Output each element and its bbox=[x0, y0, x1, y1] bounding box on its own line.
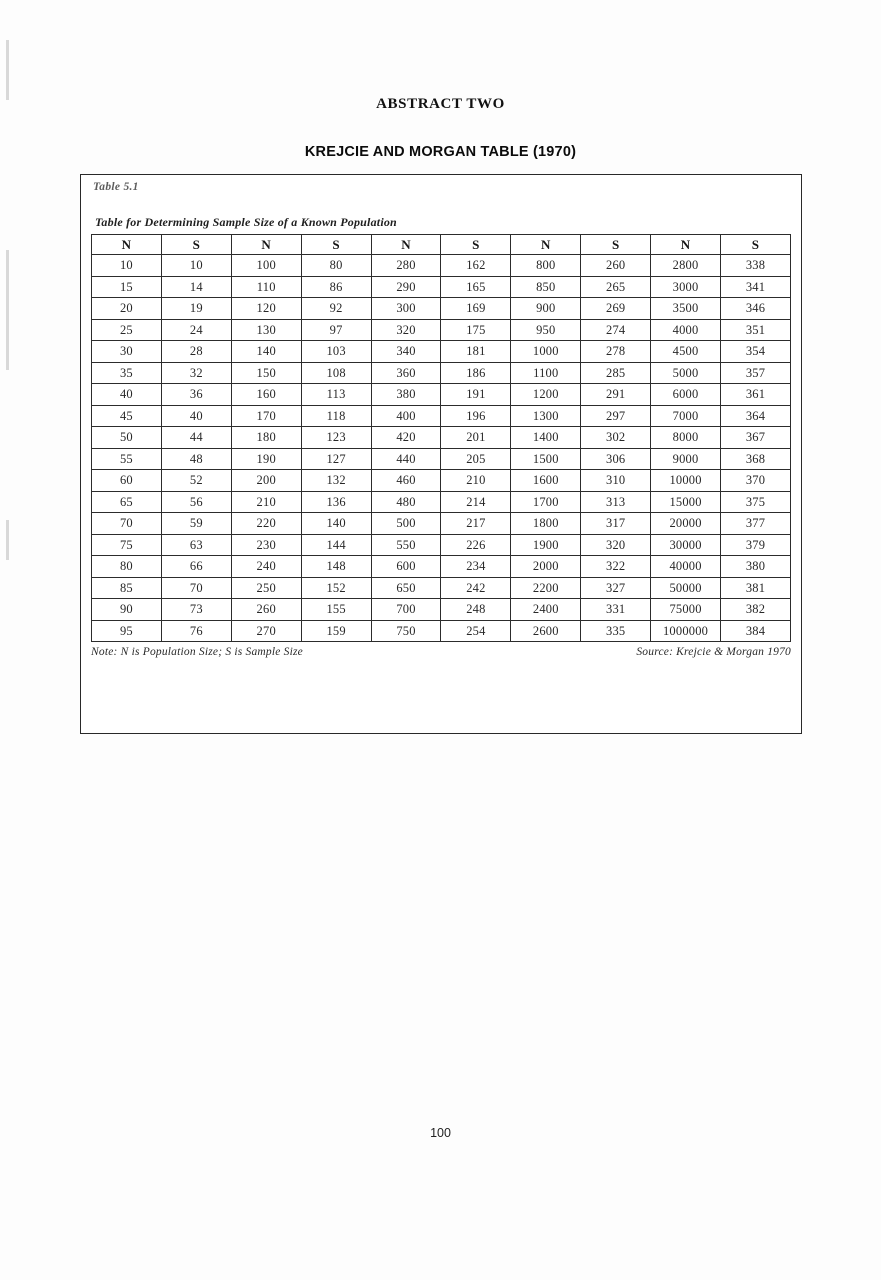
table-cell: 5000 bbox=[651, 362, 721, 384]
table-cell: 25 bbox=[92, 319, 162, 341]
page-title: ABSTRACT TWO bbox=[376, 96, 505, 112]
table-cell: 280 bbox=[371, 255, 441, 277]
table-cell: 76 bbox=[161, 620, 231, 642]
table-cell: 254 bbox=[441, 620, 511, 642]
page-number: 100 bbox=[430, 1126, 451, 1140]
table-cell: 210 bbox=[231, 491, 301, 513]
table-cell: 28 bbox=[161, 341, 231, 363]
table-row bbox=[92, 577, 791, 599]
table-cell: 4500 bbox=[651, 341, 721, 363]
table-cell: 140 bbox=[301, 513, 371, 535]
table-cell: 335 bbox=[581, 620, 651, 642]
table-cell: 1400 bbox=[511, 427, 581, 449]
table-cell: 144 bbox=[301, 534, 371, 556]
table-cell: 56 bbox=[161, 491, 231, 513]
table-cell: 10 bbox=[161, 255, 231, 277]
table-row bbox=[92, 362, 791, 384]
table-cell: 155 bbox=[301, 599, 371, 621]
table-cell: 270 bbox=[231, 620, 301, 642]
table-cell: 32 bbox=[161, 362, 231, 384]
table-cell: 165 bbox=[441, 276, 511, 298]
table-cell: 242 bbox=[441, 577, 511, 599]
scan-artifact bbox=[6, 250, 9, 370]
table-cell: 65 bbox=[92, 491, 162, 513]
table-cell: 850 bbox=[511, 276, 581, 298]
table-cell: 15 bbox=[92, 276, 162, 298]
table-cell: 35 bbox=[92, 362, 162, 384]
table-cell: 70 bbox=[92, 513, 162, 535]
table-cell: 52 bbox=[161, 470, 231, 492]
table-cell: 120 bbox=[231, 298, 301, 320]
table-cell: 377 bbox=[721, 513, 791, 535]
table-cell: 63 bbox=[161, 534, 231, 556]
table-cell: 361 bbox=[721, 384, 791, 406]
table-cell: 600 bbox=[371, 556, 441, 578]
table-cell: 460 bbox=[371, 470, 441, 492]
table-cell: 340 bbox=[371, 341, 441, 363]
table-cell: 103 bbox=[301, 341, 371, 363]
table-cell: 95 bbox=[92, 620, 162, 642]
table-cell: 1000 bbox=[511, 341, 581, 363]
table-row bbox=[92, 341, 791, 363]
table-cell: 900 bbox=[511, 298, 581, 320]
table-cell: 320 bbox=[371, 319, 441, 341]
table-cell: 44 bbox=[161, 427, 231, 449]
table-cell: 118 bbox=[301, 405, 371, 427]
table-cell: 240 bbox=[231, 556, 301, 578]
table-cell: 2400 bbox=[511, 599, 581, 621]
table-cell: 1200 bbox=[511, 384, 581, 406]
table-cell: 370 bbox=[721, 470, 791, 492]
table-cell: 10000 bbox=[651, 470, 721, 492]
table-cell: 420 bbox=[371, 427, 441, 449]
table-cell: 285 bbox=[581, 362, 651, 384]
table-footnote bbox=[91, 646, 791, 658]
table-cell: 97 bbox=[301, 319, 371, 341]
table-cell: 150 bbox=[231, 362, 301, 384]
table-cell: 113 bbox=[301, 384, 371, 406]
table-cell: 265 bbox=[581, 276, 651, 298]
table-subcaption: Table for Determining Sample Size of a Known Population bbox=[95, 215, 397, 229]
table-cell: 127 bbox=[301, 448, 371, 470]
table-cell: 357 bbox=[721, 362, 791, 384]
table-cell: 40 bbox=[161, 405, 231, 427]
table-cell: 80 bbox=[301, 255, 371, 277]
table-cell: 196 bbox=[441, 405, 511, 427]
table-cell: 20 bbox=[92, 298, 162, 320]
table-cell: 1900 bbox=[511, 534, 581, 556]
table-cell: 175 bbox=[441, 319, 511, 341]
table-cell: 367 bbox=[721, 427, 791, 449]
table-cell: 130 bbox=[231, 319, 301, 341]
table-cell: 300 bbox=[371, 298, 441, 320]
table-cell: 160 bbox=[231, 384, 301, 406]
table-cell: 181 bbox=[441, 341, 511, 363]
table-cell: 180 bbox=[231, 427, 301, 449]
table-row bbox=[92, 470, 791, 492]
table-cell: 9000 bbox=[651, 448, 721, 470]
table-note-text: Note: N is Population Size; S is Sample Size bbox=[91, 646, 303, 658]
table-cell: 375 bbox=[721, 491, 791, 513]
table-header-row bbox=[92, 235, 791, 255]
table-cell: 66 bbox=[161, 556, 231, 578]
column-header: N bbox=[651, 235, 721, 255]
table-cell: 327 bbox=[581, 577, 651, 599]
table-cell: 100 bbox=[231, 255, 301, 277]
column-header: S bbox=[721, 235, 791, 255]
table-cell: 1800 bbox=[511, 513, 581, 535]
table-cell: 20000 bbox=[651, 513, 721, 535]
table-cell: 440 bbox=[371, 448, 441, 470]
table-cell: 341 bbox=[721, 276, 791, 298]
table-caption: Table 5.1 bbox=[93, 181, 139, 193]
table-cell: 217 bbox=[441, 513, 511, 535]
table-cell: 700 bbox=[371, 599, 441, 621]
table-cell: 92 bbox=[301, 298, 371, 320]
table-cell: 351 bbox=[721, 319, 791, 341]
table-cell: 148 bbox=[301, 556, 371, 578]
table-cell: 320 bbox=[581, 534, 651, 556]
table-cell: 331 bbox=[581, 599, 651, 621]
table-cell: 169 bbox=[441, 298, 511, 320]
table-cell: 500 bbox=[371, 513, 441, 535]
table-cell: 162 bbox=[441, 255, 511, 277]
table-row bbox=[92, 276, 791, 298]
table-cell: 382 bbox=[721, 599, 791, 621]
table-cell: 108 bbox=[301, 362, 371, 384]
table-cell: 260 bbox=[581, 255, 651, 277]
table-cell: 170 bbox=[231, 405, 301, 427]
table-row bbox=[92, 319, 791, 341]
table-cell: 317 bbox=[581, 513, 651, 535]
table-cell: 310 bbox=[581, 470, 651, 492]
table-cell: 234 bbox=[441, 556, 511, 578]
table-cell: 85 bbox=[92, 577, 162, 599]
table-cell: 30 bbox=[92, 341, 162, 363]
table-cell: 55 bbox=[92, 448, 162, 470]
table-cell: 1300 bbox=[511, 405, 581, 427]
table-cell: 132 bbox=[301, 470, 371, 492]
table-cell: 368 bbox=[721, 448, 791, 470]
table-cell: 3000 bbox=[651, 276, 721, 298]
table-cell: 269 bbox=[581, 298, 651, 320]
table-cell: 800 bbox=[511, 255, 581, 277]
column-header: N bbox=[371, 235, 441, 255]
column-header: S bbox=[581, 235, 651, 255]
table-cell: 60 bbox=[92, 470, 162, 492]
table-cell: 346 bbox=[721, 298, 791, 320]
table-cell: 360 bbox=[371, 362, 441, 384]
table-row bbox=[92, 599, 791, 621]
table-row bbox=[92, 620, 791, 642]
table-cell: 230 bbox=[231, 534, 301, 556]
table-row bbox=[92, 384, 791, 406]
table-row bbox=[92, 405, 791, 427]
table-cell: 1700 bbox=[511, 491, 581, 513]
table-cell: 750 bbox=[371, 620, 441, 642]
table-cell: 6000 bbox=[651, 384, 721, 406]
table-row bbox=[92, 491, 791, 513]
table-row bbox=[92, 513, 791, 535]
table-cell: 380 bbox=[371, 384, 441, 406]
table-cell: 297 bbox=[581, 405, 651, 427]
table-cell: 110 bbox=[231, 276, 301, 298]
table-cell: 1000000 bbox=[651, 620, 721, 642]
table-cell: 48 bbox=[161, 448, 231, 470]
table-cell: 220 bbox=[231, 513, 301, 535]
table-cell: 50 bbox=[92, 427, 162, 449]
table-cell: 14 bbox=[161, 276, 231, 298]
table-cell: 36 bbox=[161, 384, 231, 406]
table-cell: 24 bbox=[161, 319, 231, 341]
table-cell: 2800 bbox=[651, 255, 721, 277]
table-cell: 80 bbox=[92, 556, 162, 578]
table-cell: 480 bbox=[371, 491, 441, 513]
table-cell: 322 bbox=[581, 556, 651, 578]
table-cell: 260 bbox=[231, 599, 301, 621]
table-cell: 1100 bbox=[511, 362, 581, 384]
table-row bbox=[92, 448, 791, 470]
table-cell: 159 bbox=[301, 620, 371, 642]
table-cell: 190 bbox=[231, 448, 301, 470]
table-body bbox=[92, 255, 791, 642]
sample-size-table bbox=[91, 234, 791, 642]
table-cell: 7000 bbox=[651, 405, 721, 427]
table-cell: 136 bbox=[301, 491, 371, 513]
table-source-text: Source: Krejcie & Morgan 1970 bbox=[636, 646, 791, 658]
table-cell: 15000 bbox=[651, 491, 721, 513]
table-row bbox=[92, 255, 791, 277]
table-cell: 90 bbox=[92, 599, 162, 621]
scan-artifact bbox=[6, 40, 9, 100]
table-cell: 152 bbox=[301, 577, 371, 599]
table-cell: 302 bbox=[581, 427, 651, 449]
table-row bbox=[92, 556, 791, 578]
table-cell: 380 bbox=[721, 556, 791, 578]
column-header: N bbox=[231, 235, 301, 255]
table-cell: 40000 bbox=[651, 556, 721, 578]
table-cell: 313 bbox=[581, 491, 651, 513]
table-cell: 274 bbox=[581, 319, 651, 341]
table-cell: 205 bbox=[441, 448, 511, 470]
table-cell: 650 bbox=[371, 577, 441, 599]
table-cell: 73 bbox=[161, 599, 231, 621]
table-cell: 50000 bbox=[651, 577, 721, 599]
table-cell: 2200 bbox=[511, 577, 581, 599]
table-cell: 550 bbox=[371, 534, 441, 556]
table-cell: 75000 bbox=[651, 599, 721, 621]
table-cell: 2000 bbox=[511, 556, 581, 578]
table-cell: 10 bbox=[92, 255, 162, 277]
table-cell: 2600 bbox=[511, 620, 581, 642]
table-cell: 338 bbox=[721, 255, 791, 277]
table-cell: 1500 bbox=[511, 448, 581, 470]
table-cell: 291 bbox=[581, 384, 651, 406]
table-cell: 379 bbox=[721, 534, 791, 556]
table-cell: 384 bbox=[721, 620, 791, 642]
scan-artifact bbox=[6, 520, 9, 560]
column-header: N bbox=[511, 235, 581, 255]
table-cell: 86 bbox=[301, 276, 371, 298]
table-cell: 290 bbox=[371, 276, 441, 298]
table-cell: 354 bbox=[721, 341, 791, 363]
table-cell: 186 bbox=[441, 362, 511, 384]
table-cell: 59 bbox=[161, 513, 231, 535]
table-cell: 4000 bbox=[651, 319, 721, 341]
table-row bbox=[92, 298, 791, 320]
table-cell: 3500 bbox=[651, 298, 721, 320]
table-cell: 75 bbox=[92, 534, 162, 556]
column-header: N bbox=[92, 235, 162, 255]
table-cell: 40 bbox=[92, 384, 162, 406]
column-header: S bbox=[161, 235, 231, 255]
table-cell: 400 bbox=[371, 405, 441, 427]
table-cell: 201 bbox=[441, 427, 511, 449]
page-subtitle: KREJCIE AND MORGAN TABLE (1970) bbox=[304, 144, 577, 160]
table-cell: 214 bbox=[441, 491, 511, 513]
table-cell: 210 bbox=[441, 470, 511, 492]
table-cell: 19 bbox=[161, 298, 231, 320]
table-cell: 123 bbox=[301, 427, 371, 449]
table-cell: 8000 bbox=[651, 427, 721, 449]
table-row bbox=[92, 427, 791, 449]
table-cell: 45 bbox=[92, 405, 162, 427]
table-cell: 950 bbox=[511, 319, 581, 341]
column-header: S bbox=[301, 235, 371, 255]
table-cell: 200 bbox=[231, 470, 301, 492]
table-cell: 191 bbox=[441, 384, 511, 406]
table-cell: 381 bbox=[721, 577, 791, 599]
column-header: S bbox=[441, 235, 511, 255]
table-cell: 278 bbox=[581, 341, 651, 363]
table-cell: 226 bbox=[441, 534, 511, 556]
table-cell: 1600 bbox=[511, 470, 581, 492]
table-cell: 250 bbox=[231, 577, 301, 599]
table-cell: 140 bbox=[231, 341, 301, 363]
krejcie-morgan-table-block bbox=[80, 174, 802, 734]
table-cell: 306 bbox=[581, 448, 651, 470]
table-cell: 30000 bbox=[651, 534, 721, 556]
table-row bbox=[92, 534, 791, 556]
table-cell: 364 bbox=[721, 405, 791, 427]
table-cell: 70 bbox=[161, 577, 231, 599]
table-cell: 248 bbox=[441, 599, 511, 621]
